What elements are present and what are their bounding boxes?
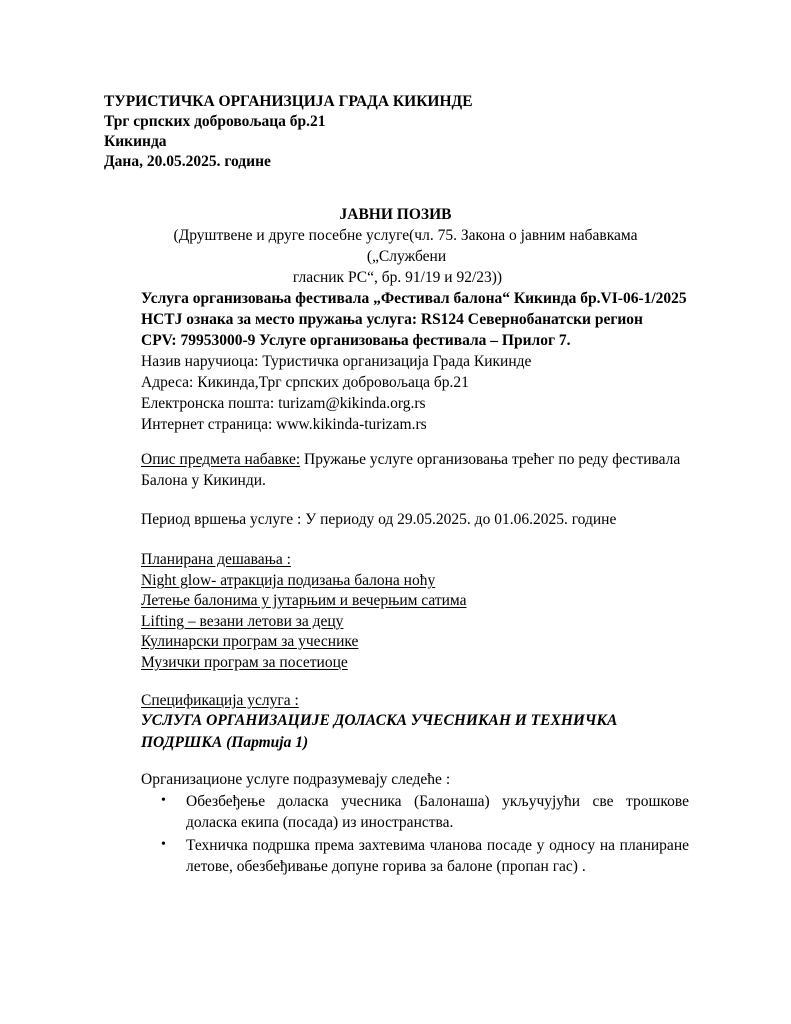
authority-address: Адреса: Кикинда,Трг српских добровољаца бр.21	[141, 374, 469, 391]
event-item: Кулинарски програм за учеснике	[141, 633, 359, 650]
spec-bullet-line-1: Обезбеђење доласка учесника (Балонаша) укључујући све трошкове	[186, 793, 689, 810]
document-date: Дана, 20.05.2025. године	[104, 153, 271, 170]
authority-website: Интернет страница: www.kikinda-turizam.rs	[141, 416, 427, 433]
event-item: Летење балонима у јутарњим и вечерњим сатима	[141, 592, 467, 609]
spec-bullet-line-1: Техничка подршка према захтевима чланова посаде у односу на планиране	[186, 837, 689, 854]
subject-paragraph-line-1	[141, 450, 680, 470]
organization-city: Кикинда	[104, 133, 167, 150]
spec-bullet-line-2: доласка екипа (посада) из иностранства.	[186, 814, 454, 831]
organization-name: ТУРИСТИЧКА ОРГАНИЗЦИЈА ГРАДА КИКИНДЕ	[104, 93, 473, 110]
authority-email: Електронска пошта: turizam@kikinda.org.rs	[141, 395, 426, 412]
event-item: Night glow- атракција подизања балона ноћу	[141, 572, 436, 589]
document-title: ЈАВНИ ПОЗИВ	[339, 206, 452, 223]
nstj-code: НСТЈ ознака за место пружања услуга: RS124 Севернобанатски регион	[141, 311, 643, 328]
events-heading: Планирана дешавања :	[141, 551, 291, 568]
subject-paragraph-line-2: Балона у Кикинди.	[141, 472, 266, 489]
lot-title-line-2: ПОДРШКА (Партија 1)	[141, 734, 309, 751]
spec-bullet-item	[186, 791, 689, 833]
cpv-code: CPV: 79953000-9 Услуге организовања фестивала – Прилог 7.	[141, 332, 571, 349]
subject-label: Опис предмета набавке:	[141, 451, 301, 468]
legal-reference-line-2: („Службени	[366, 248, 447, 265]
event-item: Музички програм за посетиоце	[141, 654, 348, 671]
legal-reference-line-1: (Друштвене и друге посебне услуге(чл. 75. Закона о јавним набавкама	[173, 227, 638, 244]
bullet-icon: •	[161, 837, 166, 852]
service-name: Услуга организовања фестивала „Фестивал балона“ Кикинда бр.VI-06-1/2025	[141, 290, 687, 307]
contracting-authority: Назив наручиоца: Туристичка организација Града Кикинде	[141, 353, 532, 370]
legal-reference-line-3: гласник РС“, бр. 91/19 и 92/23))	[292, 269, 503, 286]
subject-text-1: Пружање услуге организовања трећег по реду фестивала	[300, 451, 681, 468]
spec-bullet-item	[186, 835, 689, 877]
bullet-icon: •	[161, 793, 166, 808]
event-item: Lifting – везани летови за децу	[141, 613, 344, 630]
spec-heading: Спецификација услуга :	[141, 692, 299, 709]
spec-intro: Организационе услуге подразумевају следеће :	[141, 771, 451, 788]
service-period: Период вршења услуге : У периоду од 29.05.2025. до 01.06.2025. године	[141, 511, 617, 528]
spec-bullet-line-2: летове, обезбеђивање допуне горива за балоне (пропан гас) .	[186, 858, 586, 875]
organization-address: Трг српских добровољаца бр.21	[104, 113, 326, 130]
lot-title-line-1: УСЛУГА ОРГАНИЗАЦИЈЕ ДОЛАСКА УЧЕСНИКАН И ТЕХНИЧКА	[141, 712, 618, 729]
